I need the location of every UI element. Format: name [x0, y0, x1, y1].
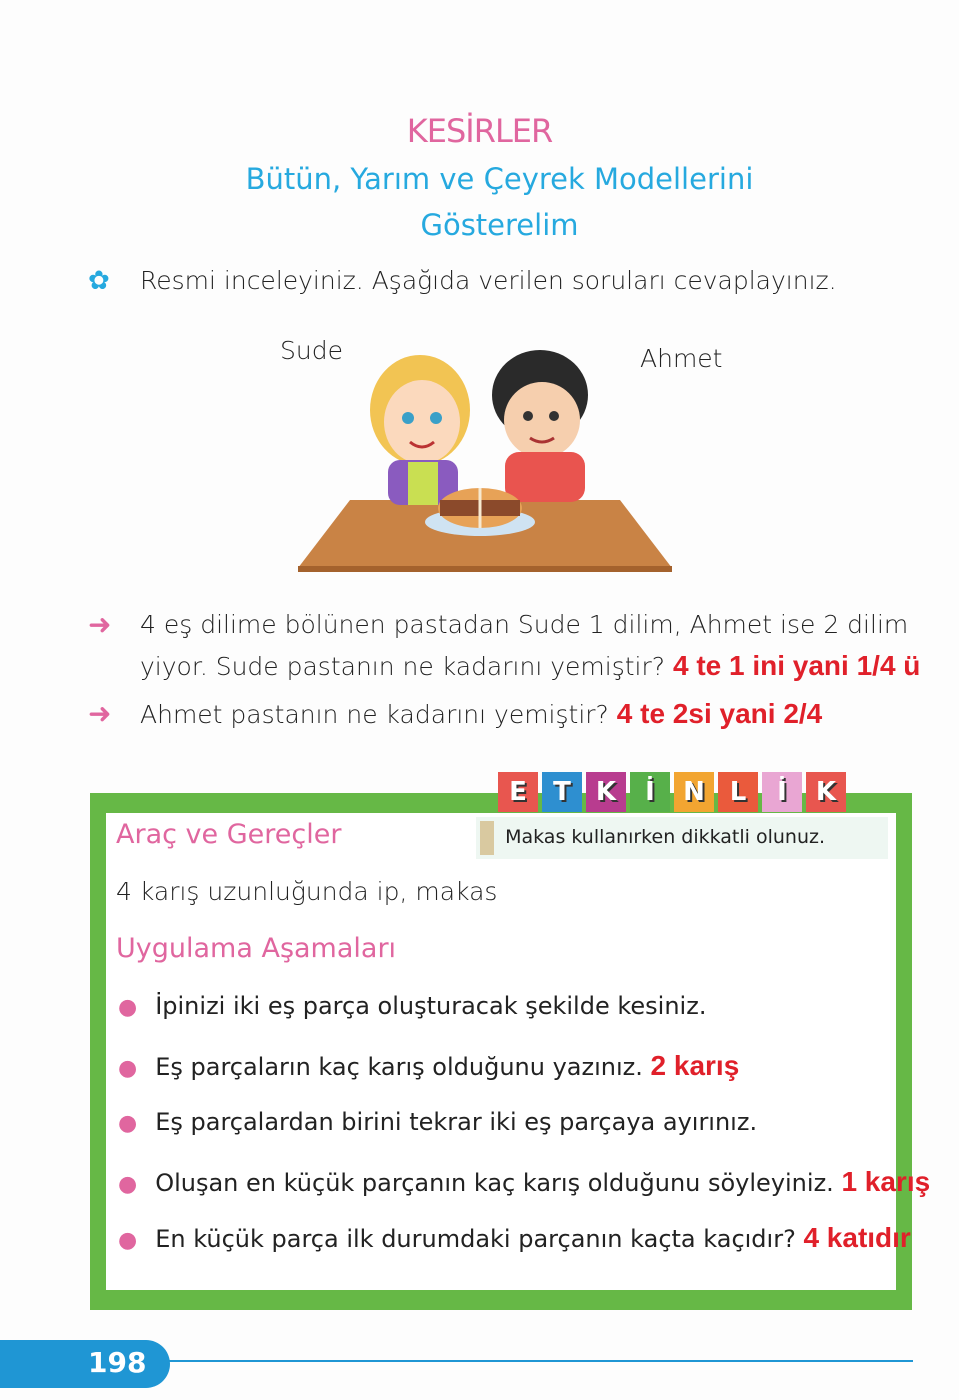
flower-icon: ✿: [88, 266, 110, 296]
arrow-icon: ➜: [88, 608, 112, 641]
tools-list: 4 karış uzunluğunda ip, makas: [116, 877, 498, 906]
page-number: 198: [88, 1346, 147, 1379]
step-4: ● Oluşan en küçük parçanın kaç karış olduğunu söyleyiniz. 1 karış: [118, 1166, 931, 1197]
warning-note: [476, 817, 888, 859]
footer-rule: [165, 1360, 913, 1362]
question-2-answer: 4 te 2si yani 2/4: [616, 698, 823, 729]
step-5-answer: 4 katıdır: [803, 1222, 911, 1253]
name-ahmet: Ahmet: [640, 344, 723, 373]
question-2: [140, 698, 822, 730]
banner-letter-tile: L: [718, 772, 758, 812]
banner-letter-tile: K: [806, 772, 846, 812]
banner-letter-tile: N: [674, 772, 714, 812]
scissors-warning-icon: [480, 821, 494, 855]
bullet-icon: ●: [118, 1111, 138, 1136]
name-sude: Sude: [280, 336, 343, 365]
bullet-icon: ●: [118, 1172, 138, 1197]
step-2-answer: 2 karış: [650, 1050, 740, 1081]
bullet-icon: ●: [118, 1056, 138, 1081]
banner-letter-tile: T: [542, 772, 582, 812]
question-1-text: yiyor. Sude pastanın ne kadarını yemiştir?: [140, 652, 666, 681]
step-5: ● En küçük parça ilk durumdaki parçanın kaçta kaçıdır? 4 katıdır: [118, 1222, 911, 1253]
question-1-answer: 4 te 1 ini yani 1/4 ü: [672, 650, 921, 681]
banner-letter-tile: İ: [630, 772, 670, 812]
question-1-line-2: [140, 650, 920, 682]
banner-letter-tile: K: [586, 772, 626, 812]
arrow-icon: ➜: [88, 697, 112, 730]
step-3: ● Eş parçalardan birini tekrar iki eş parçaya ayırınız.: [118, 1108, 758, 1136]
step-4-answer: 1 karış: [841, 1166, 931, 1197]
question-1-line-1: 4 eş dilime bölünen pastadan Sude 1 dilim, Ahmet ise 2 dilim: [140, 610, 909, 639]
page-title: KESİRLER: [406, 112, 553, 150]
tools-heading: Araç ve Gereçler: [116, 819, 342, 850]
subtitle-line-2: Gösterelim: [420, 208, 579, 242]
step-1: ● İpinizi iki eş parça oluşturacak şekilde kesiniz.: [118, 992, 707, 1020]
etkinlik-banner: [498, 772, 850, 812]
bullet-icon: ●: [118, 1228, 138, 1253]
warning-text: Makas kullanırken dikkatli olunuz.: [505, 826, 826, 848]
instruction: Resmi inceleyiniz. Aşağıda verilen soruları cevaplayınız.: [140, 266, 837, 295]
kids-cake-illustration: [290, 330, 680, 575]
question-2-text: Ahmet pastanın ne kadarını yemiştir?: [140, 700, 609, 729]
bullet-icon: ●: [118, 995, 138, 1020]
subtitle-line-1: Bütün, Yarım ve Çeyrek Modellerini: [245, 162, 754, 196]
banner-letter-tile: E: [498, 772, 538, 812]
banner-letter-tile: İ: [762, 772, 802, 812]
steps-heading: Uygulama Aşamaları: [116, 933, 397, 964]
step-2: ● Eş parçaların kaç karış olduğunu yazınız. 2 karış: [118, 1050, 740, 1081]
